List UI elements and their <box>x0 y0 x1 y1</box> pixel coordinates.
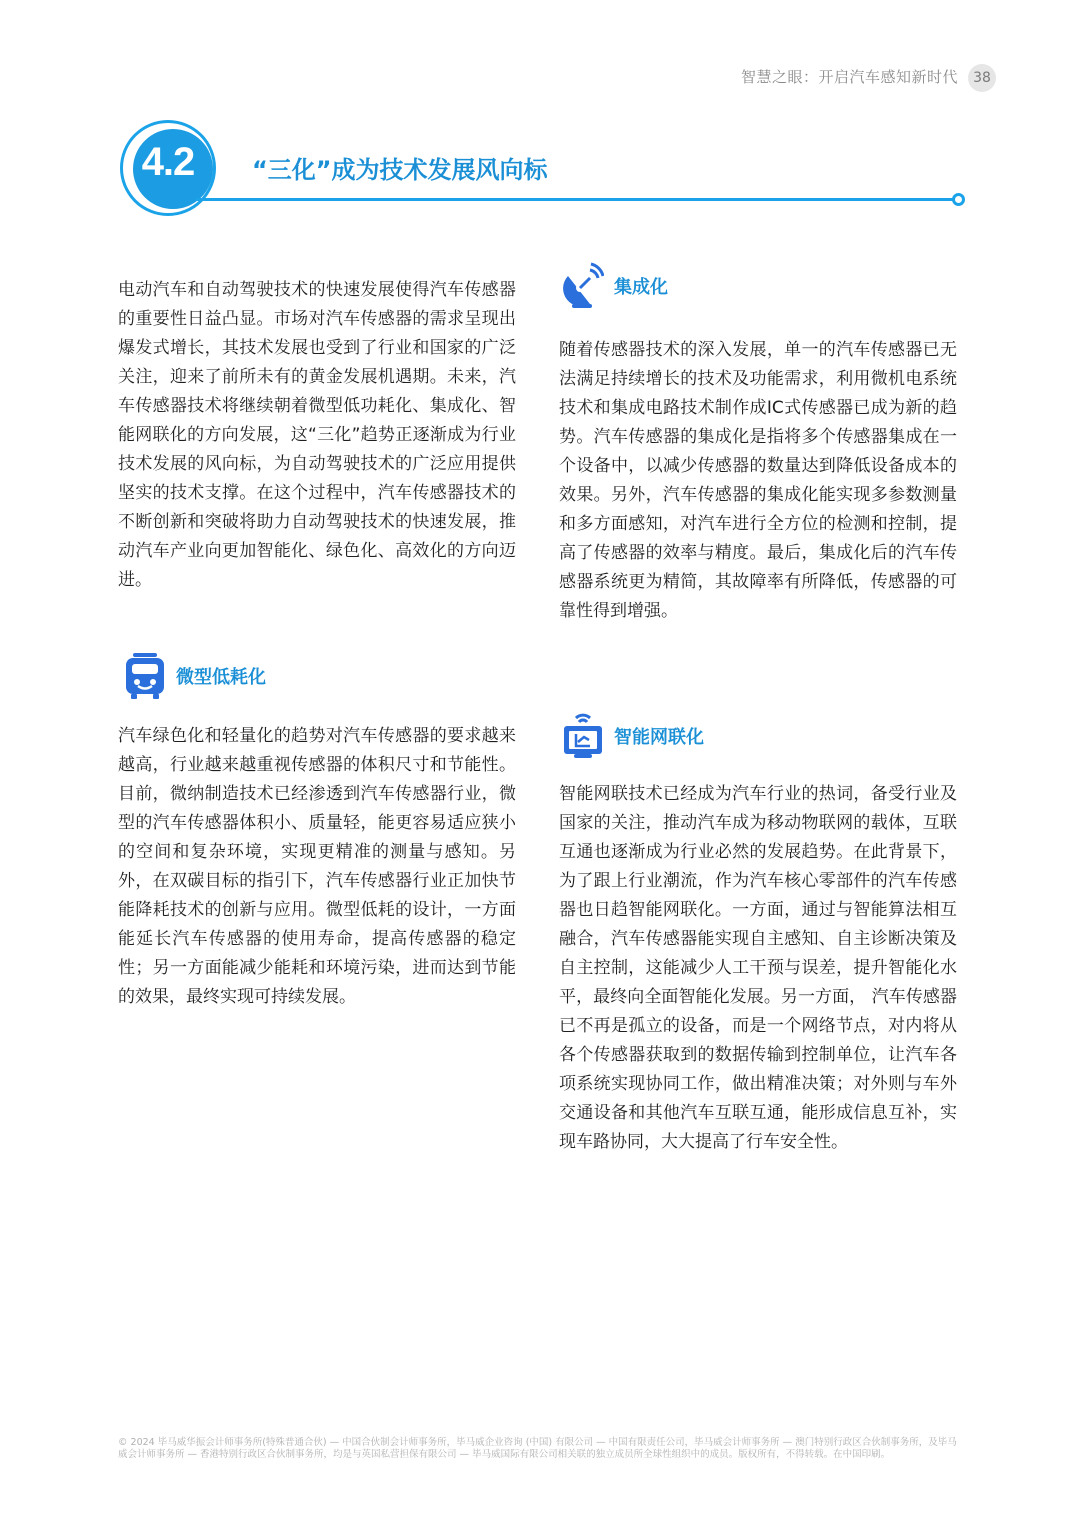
integration-heading <box>562 262 668 310</box>
integration-paragraph: 随着传感器技术的深入发展，单一的汽车传感器已无法满足持续增长的技术及功能需求，利用微机电系统技术和集成电路技术制作成IC式传感器已成为新的趋势。汽车传感器的集成化是指将多个传感器集成在一个设备中，以减少传感器的数量达到降低设备成本的效果。另外，汽车传感器的集成化能实现多参数测量和多方面感知，对汽车进行全方位的检测和控制，提高了传感器的效率与精度。最后，集成化后的汽车传感器系统更为精简，其故障率有所降低，传感器的可靠性得到增强。 <box>559 340 957 621</box>
intro-paragraph: 电动汽车和自动驾驶技术的快速发展使得汽车传感器的重要性日益凸显。市场对汽车传感器的需求呈现出爆发式增长，其技术发展也受到了行业和国家的广泛关注，迎来了前所未有的黄金发展机遇期。未来，汽车传感器技术将继续朝着微型低功耗化、集成化、智能网联化的方向发展，这“三化”趋势正逐渐成为行业技术发展的风向标，为自动驾驶技术的广泛应用提供坚实的技术支撑。在这个过程中，汽车传感器技术的不断创新和突破将助力自动驾驶技术的快速发展，推动汽车产业向更加智能化、绿色化、高效化的方向迈进。 <box>118 280 516 590</box>
section-divider-end <box>952 193 965 206</box>
micro-heading <box>124 652 266 700</box>
section-title: “三化”成为技术发展风向标 <box>252 156 548 184</box>
bus-icon <box>124 652 166 700</box>
integration-title: 集成化 <box>614 277 668 298</box>
micro-paragraph: 汽车绿色化和轻量化的趋势对汽车传感器的要求越来越高，行业越来越重视传感器的体积尺寸和节能性。目前，微纳制造技术已经渗透到汽车传感器行业，微型的汽车传感器体积小、质量轻，能更容易适应狭小的空间和复杂环境，实现更精准的测量与感知。另外，在双碳目标的指引下，汽车传感器行业正加快节能降耗技术的创新与应用。微型低耗的设计，一方面能延长汽车传感器的使用寿命，提高传感器的稳定性；另一方面能减少能耗和环境污染，进而达到节能的效果，最终实现可持续发展。 <box>118 726 516 1007</box>
network-screen-icon <box>562 712 604 760</box>
page-number: 38 <box>968 64 996 92</box>
satellite-dish-icon <box>562 262 604 310</box>
connectivity-heading <box>562 712 704 760</box>
section-number: 4.2 <box>141 140 195 184</box>
section-divider <box>196 198 956 201</box>
copyright-footer: © 2024 毕马威华振会计师事务所(特殊普通合伙) — 中国合伙制会计师事务所，毕马威企业咨询 (中国) 有限公司 — 中国有限责任公司，毕马威会计师事务所 — 澳门特别行政区合伙制事务所，及毕马威会计师事务所 — 香港特别行政区合伙制事务所，均是与英国私营担保有限公司 — 毕马威国际有限公司相关联的独立成员所全球性组织中的成员。版权所有，不得转载。在中国印刷。 <box>118 1437 957 1460</box>
running-header: 智慧之眼：开启汽车感知新时代 <box>740 68 958 86</box>
connectivity-paragraph: 智能网联技术已经成为汽车行业的热词，备受行业及国家的关注，推动汽车成为移动物联网的载体，互联互通也逐渐成为行业必然的发展趋势。在此背景下，为了跟上行业潮流，作为汽车核心零部件的汽车传感器也日趋智能网联化。一方面，通过与智能算法相互融合，汽车传感器能实现自主感知、自主诊断决策及自主控制，这能减少人工干预与误差，提升智能化水平，最终向全面智能化发展。另一方面， 汽车传感器已不再是孤立的设备，而是一个网络节点，对内将从各个传感器获取到的数据传输到控制单位，让汽车各项系统实现协同工作，做出精准决策；对外则与车外交通设备和其他汽车互联互通，能形成信息互补，实现车路协同，大大提高了行车安全性。 <box>559 784 957 1152</box>
micro-title: 微型低耗化 <box>176 667 266 688</box>
connectivity-title: 智能网联化 <box>614 727 704 748</box>
